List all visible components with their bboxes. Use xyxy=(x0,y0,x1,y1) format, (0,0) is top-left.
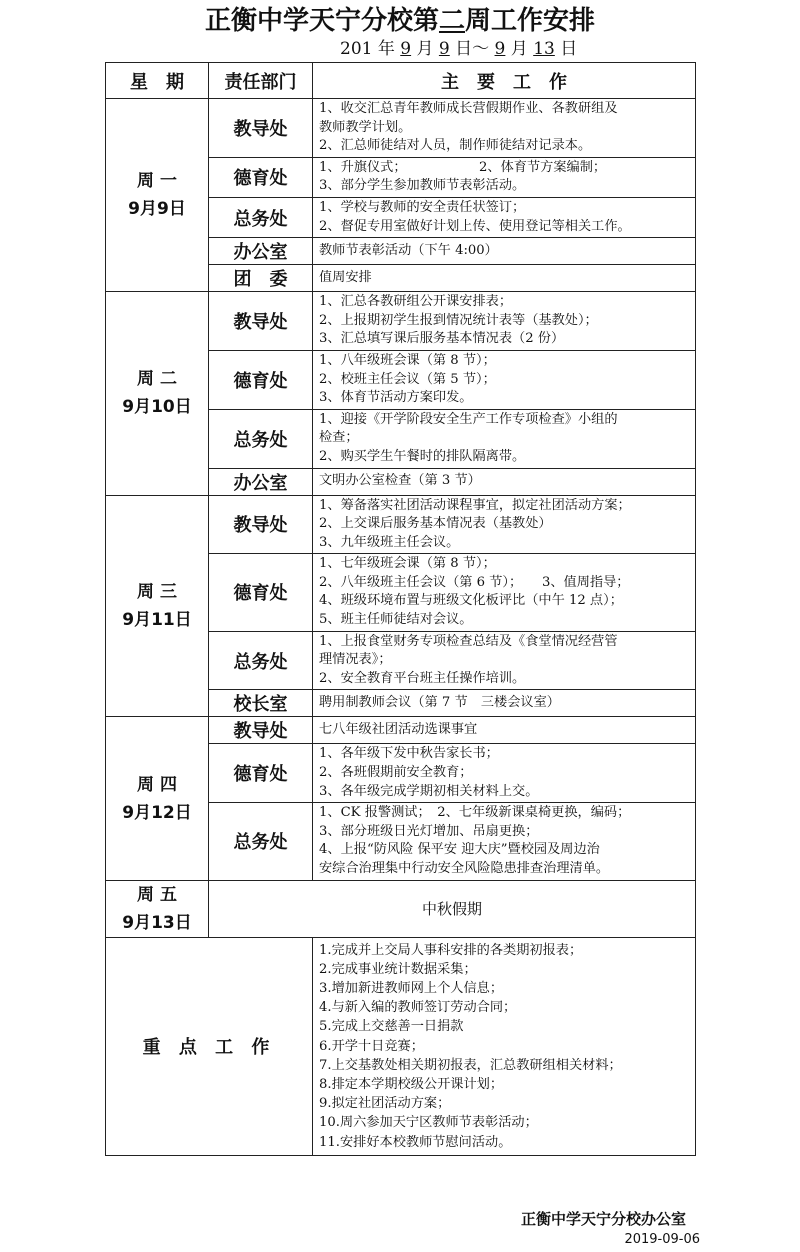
day-date: 9月9日 xyxy=(128,199,186,220)
schedule-body xyxy=(106,99,696,1156)
table-row xyxy=(106,99,696,158)
work-line: 理情况表》； xyxy=(319,652,392,668)
work-line: 检查； xyxy=(319,430,359,446)
dept-cell: 德育处 xyxy=(209,157,313,197)
work-cell xyxy=(313,265,696,292)
key-work-item: 1.完成并上交局人事科安排的各类期初报表； xyxy=(319,942,583,958)
work-line: 2、购买学生午餐时的排队隔离带。 xyxy=(319,448,526,464)
work-line: 教师教学计划。 xyxy=(319,119,412,135)
day-name: 周 四 xyxy=(137,774,177,795)
key-work-label: 重 点 工 作 xyxy=(106,937,313,1155)
work-line: 3、各年级完成学期初相关材料上交。 xyxy=(319,783,539,799)
work-line: 3、九年级班主任会议。 xyxy=(319,534,460,550)
key-work-item: 5.完成上交慈善一日捐款 xyxy=(319,1019,464,1035)
work-line: 2、督促专用室做好计划上传、使用登记等相关工作。 xyxy=(319,218,631,234)
key-work-item: 8.排定本学期校级公开课计划； xyxy=(319,1077,504,1093)
work-cell xyxy=(313,238,696,265)
work-line: 3、汇总填写课后服务基本情况表（2 份） xyxy=(319,331,565,347)
dept-cell: 教导处 xyxy=(209,99,313,158)
table-row xyxy=(106,292,696,351)
key-work-list xyxy=(313,937,696,1155)
work-cell xyxy=(313,468,696,495)
work-line: 3、部分班级日光灯增加、吊扇更换； xyxy=(319,823,539,839)
day-date: 9月11日 xyxy=(122,609,192,630)
key-work-item: 11.安排好本校教师节慰问活动。 xyxy=(319,1134,512,1150)
date-range: 201 年 9 月 9 日～ 9 月 13 日 xyxy=(340,39,578,59)
work-line: 1、升旗仪式； 2、体育节方案编制； xyxy=(319,159,607,175)
work-line: 聘用制教师会议（第 7 节 三楼会议室） xyxy=(319,695,560,711)
work-line: 安综合治理集中行动安全风险隐患排查治理清单。 xyxy=(319,861,610,876)
dept-cell: 总务处 xyxy=(209,197,313,237)
work-line: 1、上报食堂财务专项检查总结及《食堂情况经营管 xyxy=(319,633,618,649)
work-line: 1、学校与教师的安全责任状签订； xyxy=(319,199,526,215)
work-line: 教师节表彰活动（下午 4:00） xyxy=(319,242,498,258)
table-row xyxy=(106,937,696,1155)
work-line: 5、班主任师徒结对会议。 xyxy=(319,612,473,628)
day-cell xyxy=(106,717,209,880)
table-row xyxy=(106,880,696,937)
work-line: 2、上报期初学生报到情况统计表等（基教处）； xyxy=(319,312,598,328)
dept-cell: 总务处 xyxy=(209,409,313,468)
holiday-cell: 中秋假期 xyxy=(209,880,696,937)
day-cell xyxy=(106,880,209,937)
work-line: 1、七年级班会课（第 8 节）； xyxy=(319,556,496,572)
work-line: 2、八年级班主任会议（第 6 节）； 3、值周指导； xyxy=(319,574,630,590)
day-date: 9月12日 xyxy=(122,802,192,823)
day-name: 周 二 xyxy=(137,369,177,390)
schedule-table xyxy=(105,62,696,1156)
day-cell xyxy=(106,99,209,292)
header-day: 星 期 xyxy=(106,63,209,99)
table-header xyxy=(106,63,696,99)
work-line: 1、收交汇总青年教师成长营假期作业、各教研组及 xyxy=(319,101,618,116)
work-line: 文明办公室检查（第 3 节） xyxy=(319,473,481,489)
dept-cell: 团 委 xyxy=(209,265,313,292)
work-cell xyxy=(313,631,696,690)
work-cell xyxy=(313,717,696,744)
dept-cell: 总务处 xyxy=(209,803,313,880)
work-cell xyxy=(313,803,696,880)
work-cell xyxy=(313,350,696,409)
dept-cell: 教导处 xyxy=(209,495,313,554)
day-cell xyxy=(106,495,209,717)
work-line: 1、迎接《开学阶段安全生产工作专项检查》小组的 xyxy=(319,411,618,427)
key-work-item: 10.周六参加天宁区教师节表彰活动； xyxy=(319,1115,538,1131)
work-line: 1、各年级下发中秋告家长书； xyxy=(319,746,499,762)
table-row xyxy=(106,717,696,744)
dept-cell: 教导处 xyxy=(209,292,313,351)
work-line: 2、汇总师徒结对人员，制作师徒结对记录本。 xyxy=(319,138,592,154)
work-cell xyxy=(313,744,696,803)
key-work-item: 3.增加新进教师网上个人信息； xyxy=(319,981,504,996)
work-line: 3、体育节活动方案印发。 xyxy=(319,390,473,406)
key-work-item: 4.与新入编的教师签订劳动合同； xyxy=(319,1000,517,1016)
day-name: 周 五 xyxy=(137,884,177,905)
dept-cell: 德育处 xyxy=(209,554,313,631)
dept-cell: 教导处 xyxy=(209,717,313,744)
work-line: 1、汇总各教研组公开课安排表； xyxy=(319,294,513,310)
dept-cell: 校长室 xyxy=(209,690,313,717)
day-name: 周 一 xyxy=(137,171,177,192)
key-work-item: 2.完成事业统计数据采集； xyxy=(319,961,477,977)
week-number: 二 xyxy=(438,6,465,36)
dept-cell: 德育处 xyxy=(209,350,313,409)
day-date: 9月13日 xyxy=(122,912,192,933)
footer-date: 2019-09-06 xyxy=(624,1232,700,1247)
work-line: 2、各班假期前安全教育； xyxy=(319,765,473,781)
dept-cell: 德育处 xyxy=(209,744,313,803)
work-line: 4、班级环境布置与班级文化板评比（中午 12 点）； xyxy=(319,593,623,609)
work-line: 4、上报“防风险 保平安 迎大庆”暨校园及周边治 xyxy=(319,842,600,858)
header-dept: 责任部门 xyxy=(209,63,313,99)
key-work-item: 6.开学十日竞赛； xyxy=(319,1038,424,1054)
page-title: 正衡中学天宁分校第二周工作安排 xyxy=(204,6,596,36)
table-row xyxy=(106,495,696,554)
work-line: 2、安全教育平台班主任操作培训。 xyxy=(319,670,526,686)
work-line: 值周安排 xyxy=(319,269,372,285)
key-work-item: 7.上交基教处相关期初报表，汇总教研组相关材料； xyxy=(319,1057,622,1073)
dept-cell: 总务处 xyxy=(209,631,313,690)
work-cell xyxy=(313,197,696,237)
key-work-item: 9.拟定社团活动方案； xyxy=(319,1096,451,1112)
work-cell xyxy=(313,495,696,554)
dept-cell: 办公室 xyxy=(209,238,313,265)
work-line: 七八年级社团活动选课事宜 xyxy=(319,722,478,738)
day-cell xyxy=(106,292,209,495)
work-line: 3、部分学生参加教师节表彰活动。 xyxy=(319,178,526,194)
footer-office: 正衡中学天宁分校办公室 xyxy=(520,1210,686,1228)
work-line: 2、上交课后服务基本情况表（基教处） xyxy=(319,516,552,532)
work-cell xyxy=(313,554,696,631)
work-cell xyxy=(313,690,696,717)
work-cell xyxy=(313,157,696,197)
day-name: 周 三 xyxy=(137,581,177,602)
day-date: 9月10日 xyxy=(122,397,192,418)
work-line: 1、八年级班会课（第 8 节）； xyxy=(319,352,496,368)
dept-cell: 办公室 xyxy=(209,468,313,495)
work-cell xyxy=(313,409,696,468)
header-work: 主 要 工 作 xyxy=(313,63,696,99)
work-cell xyxy=(313,292,696,351)
work-line: 2、校班主任会议（第 5 节）； xyxy=(319,371,496,387)
work-cell xyxy=(313,99,696,158)
work-line: 1、CK 报警测试； 2、七年级新课桌椅更换，编码； xyxy=(319,805,631,821)
work-line: 1、筹备落实社团活动课程事宜，拟定社团活动方案； xyxy=(319,497,631,513)
